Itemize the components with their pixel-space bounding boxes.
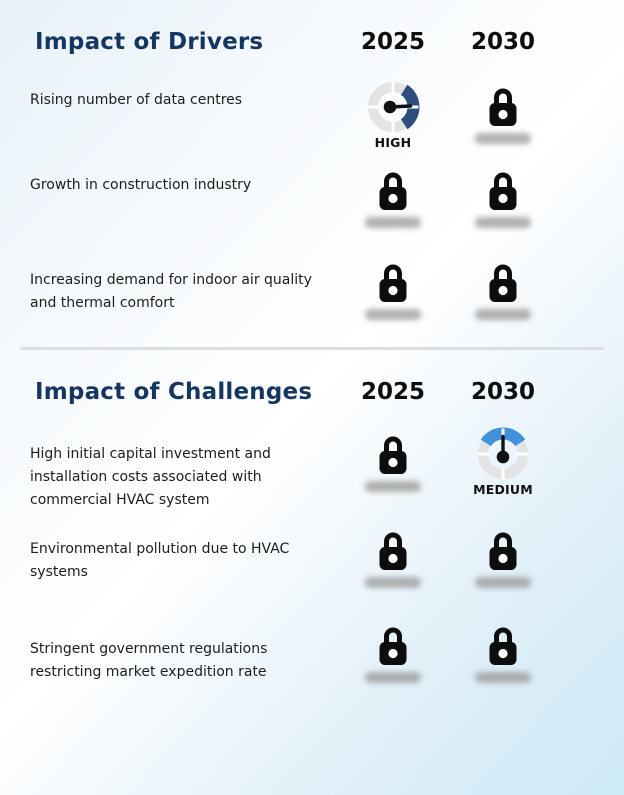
impact-cell-locked [448,262,558,320]
impact-cell-locked [338,434,448,492]
challenge-label-regulations: Stringent government regulations restricting market expedition rate [30,641,268,680]
lock-icon [376,170,410,212]
challenge-label-capital-investment: High initial capital investment and installation costs associated with commercial HVAC system [30,446,271,508]
lock-icon [486,530,520,572]
impact-cell-locked [338,530,448,588]
column-header-2030: 2030 [470,29,535,55]
driver-label-air-quality: Increasing demand for indoor air quality and thermal comfort [30,272,312,311]
lock-icon [376,530,410,572]
lock-icon [486,170,520,212]
section-title-challenges: Impact of Challenges [35,379,313,405]
impact-cell-locked [448,530,558,588]
obscured-value [475,217,531,228]
impact-cell-locked [338,262,448,320]
obscured-value [475,133,531,144]
section-divider [20,347,604,350]
challenge-label-pollution: Environmental pollution due to HVAC systems [30,541,290,580]
driver-label-data-centres: Rising number of data centres [30,92,243,108]
lock-icon [376,262,410,304]
impact-cell-gauge-medium [448,427,558,497]
gauge-level-label: MEDIUM [473,482,533,497]
obscured-value [365,481,421,492]
impact-cell-locked [448,170,558,228]
obscured-value [365,672,421,683]
column-header-2025: 2025 [360,29,425,55]
obscured-value [365,217,421,228]
lock-icon [376,625,410,667]
gauge-medium-icon [476,427,530,481]
obscured-value [365,309,421,320]
section-title-drivers: Impact of Drivers [35,29,264,55]
lock-icon [486,86,520,128]
column-header-2025: 2025 [360,379,425,405]
column-header-2030: 2030 [470,379,535,405]
impact-cell-locked [448,625,558,683]
gauge-level-label: HIGH [374,135,412,150]
gauge-high-icon [366,80,420,134]
lock-icon [376,434,410,476]
impact-cell-locked [338,625,448,683]
impact-cell-locked [338,170,448,228]
driver-label-construction: Growth in construction industry [30,177,252,193]
impact-cell-locked [448,86,558,144]
lock-icon [486,625,520,667]
impact-cell-gauge-high [338,80,448,150]
obscured-value [365,577,421,588]
obscured-value [475,672,531,683]
obscured-value [475,577,531,588]
lock-icon [486,262,520,304]
obscured-value [475,309,531,320]
